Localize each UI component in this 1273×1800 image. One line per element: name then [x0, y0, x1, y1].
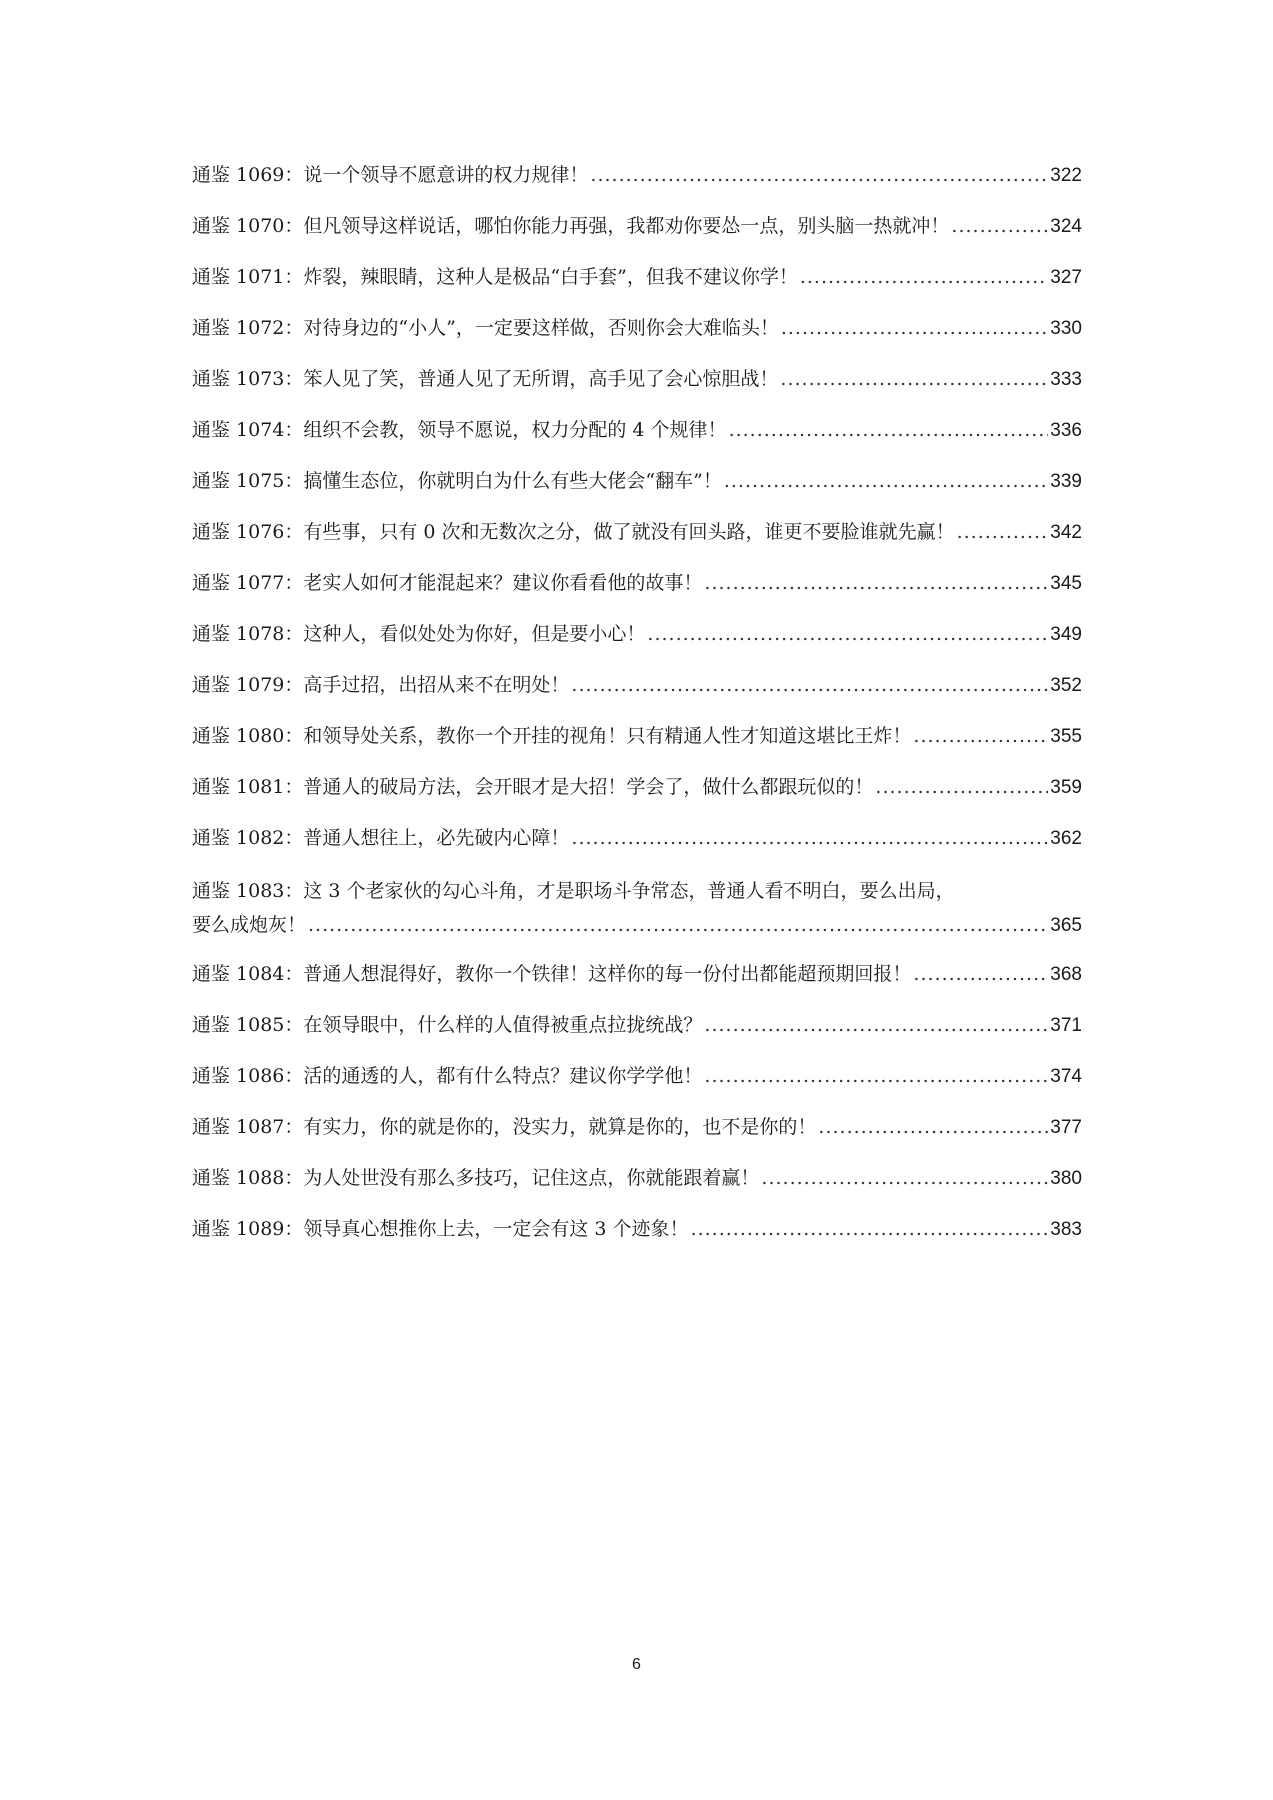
toc-entry-page: 362	[1050, 828, 1082, 849]
toc-leader-dots	[308, 908, 1048, 942]
toc-entry[interactable]	[192, 1112, 1082, 1143]
toc-entry[interactable]	[192, 772, 1082, 803]
toc-entry[interactable]	[192, 670, 1082, 701]
page-number: 6	[632, 1656, 641, 1673]
toc-entry-title: 通鉴 1072：对待身边的“小人”，一定要这样做，否则你会大难临头！	[192, 317, 779, 339]
toc-entry-page: 352	[1050, 675, 1082, 696]
toc-leader-dots	[590, 160, 1048, 190]
toc-entry-title: 通鉴 1073：笨人见了笑，普通人见了无所谓，高手见了会心惊胆战！	[192, 368, 779, 390]
toc-entry[interactable]	[192, 415, 1082, 446]
toc-entry[interactable]	[192, 1214, 1082, 1245]
toc-entry-title: 通鉴 1070：但凡领导这样说话，哪怕你能力再强，我都劝你要怂一点，别头脑一热就冲！	[192, 215, 950, 237]
toc-entry-title: 通鉴 1076：有些事，只有 0 次和无数次之分，做了就没有回头路，谁更不要脸谁就先赢！	[192, 521, 955, 543]
toc-entry-page: 345	[1050, 573, 1082, 594]
toc-leader-dots	[875, 772, 1048, 802]
toc-leader-dots	[724, 466, 1048, 496]
toc-entry-title: 通鉴 1074：组织不会教，领导不愿说，权力分配的 4 个规律！	[192, 419, 727, 441]
toc-entry-page: 377	[1050, 1117, 1082, 1138]
toc-entry-page: 383	[1050, 1219, 1082, 1240]
toc-entry-page: 374	[1050, 1066, 1082, 1087]
toc-entry[interactable]	[192, 721, 1082, 752]
toc-leader-dots	[704, 568, 1048, 598]
toc-entry-page: 327	[1050, 267, 1082, 288]
toc-entry-title: 通鉴 1084：普通人想混得好，教你一个铁律！这样你的每一份付出都能超预期回报！	[192, 963, 912, 985]
toc-leader-dots	[647, 619, 1048, 649]
toc-leader-dots	[704, 1010, 1048, 1040]
toc-leader-dots	[951, 211, 1048, 241]
toc-entry[interactable]	[192, 364, 1082, 395]
toc-entry-page: 324	[1050, 216, 1082, 237]
toc-entry[interactable]	[192, 874, 1082, 943]
toc-leader-dots	[691, 1214, 1049, 1244]
toc-entry-page: 339	[1050, 471, 1082, 492]
toc-entry-title: 通鉴 1088：为人处世没有那么多技巧，记住这点，你就能跟着赢！	[192, 1167, 760, 1189]
toc-entry-title-continued: 要么成炮灰！	[192, 914, 307, 936]
toc-entry-title: 通鉴 1078：这种人，看似处处为你好，但是要小心！	[192, 623, 646, 645]
toc-entry-title: 通鉴 1082：普通人想往上，必先破内心障！	[192, 827, 570, 849]
toc-leader-dots	[913, 959, 1048, 989]
toc-entry-page: 380	[1050, 1168, 1082, 1189]
toc-leader-dots	[781, 313, 1048, 343]
toc-entry[interactable]	[192, 313, 1082, 344]
toc-leader-dots	[571, 823, 1048, 853]
toc-leader-dots	[800, 262, 1048, 292]
toc-leader-dots	[571, 670, 1048, 700]
toc-entry[interactable]	[192, 160, 1082, 191]
toc-entry-page: 365	[1050, 915, 1082, 936]
toc-entry-title: 通鉴 1081：普通人的破局方法，会开眼才是大招！学会了，做什么都跟玩似的！	[192, 776, 874, 798]
toc-entry-page: 333	[1050, 369, 1082, 390]
toc-entry[interactable]	[192, 466, 1082, 497]
toc-entry-title: 通鉴 1086：活的通透的人，都有什么特点？建议你学学他！	[192, 1065, 703, 1087]
toc-entry-page: 368	[1050, 964, 1082, 985]
toc-leader-dots	[780, 364, 1048, 394]
toc-entry-page: 355	[1050, 726, 1082, 747]
toc-entry-page: 371	[1050, 1015, 1082, 1036]
toc-entry[interactable]	[192, 1163, 1082, 1194]
toc-entry[interactable]	[192, 568, 1082, 599]
toc-entry[interactable]	[192, 517, 1082, 548]
toc-leader-dots	[957, 517, 1049, 547]
toc-entry-page: 330	[1050, 318, 1082, 339]
toc-entry-page: 359	[1050, 777, 1082, 798]
toc-entry[interactable]	[192, 211, 1082, 242]
toc-entry-title: 通鉴 1071：炸裂，辣眼睛，这种人是极品“白手套”，但我不建议你学！	[192, 266, 798, 288]
table-of-contents	[192, 160, 1082, 1265]
toc-entry[interactable]	[192, 1061, 1082, 1092]
toc-leader-dots	[729, 415, 1049, 445]
toc-entry[interactable]	[192, 262, 1082, 293]
toc-entry[interactable]	[192, 1010, 1082, 1041]
toc-entry[interactable]	[192, 823, 1082, 854]
toc-leader-dots	[761, 1163, 1048, 1193]
toc-entry-title: 通鉴 1075：搞懂生态位，你就明白为什么有些大佬会“翻车”！	[192, 470, 722, 492]
toc-entry-title: 通鉴 1079：高手过招，出招从来不在明处！	[192, 674, 570, 696]
toc-entry-title: 通鉴 1085：在领导眼中，什么样的人值得被重点拉拢统战？	[192, 1014, 703, 1036]
toc-entry-title: 通鉴 1069：说一个领导不愿意讲的权力规律！	[192, 164, 589, 186]
toc-leader-dots	[818, 1112, 1048, 1142]
toc-entry-title: 通鉴 1080：和领导处关系，教你一个开挂的视角！只有精通人性才知道这堪比王炸！	[192, 725, 912, 747]
toc-entry-title: 通鉴 1089：领导真心想推你上去，一定会有这 3 个迹象！	[192, 1218, 689, 1240]
toc-leader-dots	[704, 1061, 1048, 1091]
toc-entry-page: 336	[1050, 420, 1082, 441]
toc-entry-page: 349	[1050, 624, 1082, 645]
toc-entry-title: 通鉴 1087：有实力，你的就是你的，没实力，就算是你的，也不是你的！	[192, 1116, 817, 1138]
toc-entry[interactable]	[192, 959, 1082, 990]
toc-entry-page: 342	[1050, 522, 1082, 543]
toc-entry-page: 322	[1050, 165, 1082, 186]
toc-entry[interactable]	[192, 619, 1082, 650]
toc-leader-dots	[913, 721, 1048, 751]
toc-entry-title: 通鉴 1083：这 3 个老家伙的勾心斗角，才是职场斗争常态，普通人看不明白，要么出局，	[192, 880, 955, 902]
toc-entry-title: 通鉴 1077：老实人如何才能混起来？建议你看看他的故事！	[192, 572, 703, 594]
